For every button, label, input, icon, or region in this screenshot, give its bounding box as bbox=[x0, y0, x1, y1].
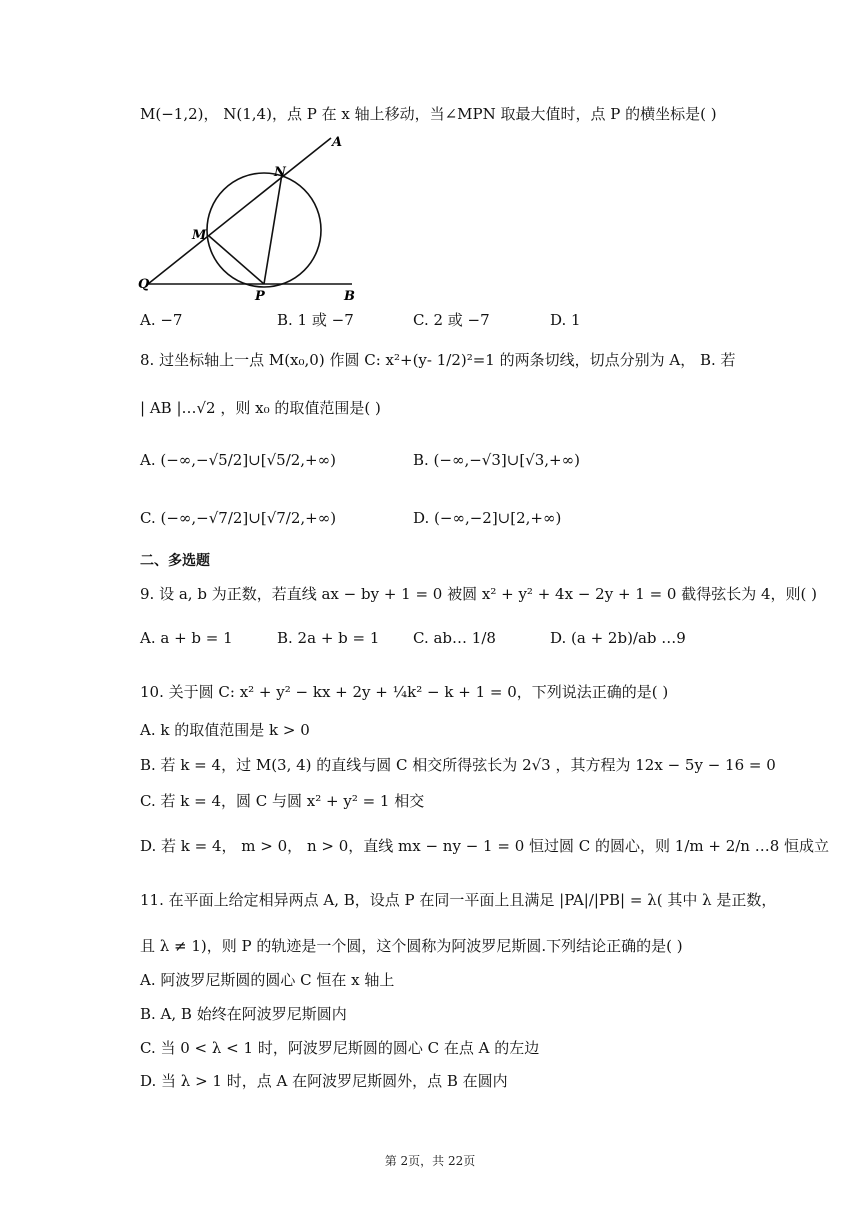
q8-option-c: C. (−∞,−√7/2]∪[√7/2,+∞) bbox=[140, 509, 337, 527]
q9-option-a: A. a + b = 1 bbox=[140, 629, 233, 647]
q7-option-d: D. 1 bbox=[550, 311, 581, 329]
q7-stem: M(−1,2)， N(1,4)，点 P 在 x 轴上移动，当∠MPN 取最大值时，点 P 的横坐标是( ) bbox=[140, 105, 717, 123]
label-Q: Q bbox=[138, 277, 150, 292]
q10-option-d: D. 若 k = 4， m > 0， n > 0，直线 mx − ny − 1 = 0 恒过圆 C 的圆心，则 1/m + 2/n …8 恒成立 bbox=[140, 837, 830, 855]
q11-option-b: B. A, B 始终在阿波罗尼斯圆内 bbox=[140, 1005, 347, 1023]
q9-option-d: D. (a + 2b)/ab …9 bbox=[550, 629, 686, 647]
q7-option-b: B. 1 或 −7 bbox=[277, 311, 354, 329]
label-B: B bbox=[344, 289, 355, 304]
section-heading-multiple-choice: 二、多选题 bbox=[140, 553, 210, 569]
q10-option-c: C. 若 k = 4，圆 C 与圆 x² + y² = 1 相交 bbox=[140, 792, 425, 810]
segment-MP bbox=[209, 236, 264, 284]
q9-stem: 9. 设 a, b 为正数，若直线 ax − by + 1 = 0 被圆 x² + y² + 4x − 2y + 1 = 0 截得弦长为 4，则( ) bbox=[140, 585, 818, 603]
q7-geometry-figure bbox=[136, 132, 366, 304]
label-N: N bbox=[274, 165, 286, 180]
q8-option-a: A. (−∞,−√5/2]∪[√5/2,+∞) bbox=[140, 451, 336, 469]
q10-option-b: B. 若 k = 4，过 M(3, 4) 的直线与圆 C 相交所得弦长为 2√3 ，其方程为 12x − 5y − 16 = 0 bbox=[140, 756, 776, 774]
q11-option-c: C. 当 0 < λ < 1 时，阿波罗尼斯圆的圆心 C 在点 A 的左边 bbox=[140, 1039, 540, 1057]
q11-stem-line2: 且 λ ≠ 1)，则 P 的轨迹是一个圆，这个圆称为阿波罗尼斯圆.下列结论正确的是( ) bbox=[140, 937, 683, 955]
q8-stem-line2: | AB |…√2 ，则 x₀ 的取值范围是( ) bbox=[140, 399, 381, 417]
q11-stem-line1: 11. 在平面上给定相异两点 A, B，设点 P 在同一平面上且满足 |PA|/|PB| = λ( 其中 λ 是正数， bbox=[140, 891, 777, 909]
label-P: P bbox=[255, 289, 265, 304]
q9-option-c: C. ab… 1/8 bbox=[413, 629, 496, 647]
q11-option-a: A. 阿波罗尼斯圆的圆心 C 恒在 x 轴上 bbox=[140, 971, 395, 989]
q7-option-a: A. −7 bbox=[140, 311, 183, 329]
page-footer: 第 2页，共 22页 bbox=[384, 1154, 476, 1168]
segment-NP bbox=[264, 174, 282, 284]
q9-option-b: B. 2a + b = 1 bbox=[277, 629, 380, 647]
q8-option-d: D. (−∞,−2]∪[2,+∞) bbox=[413, 509, 562, 527]
label-M: M bbox=[192, 228, 207, 243]
label-A: A bbox=[332, 135, 343, 150]
tangent-circle bbox=[207, 173, 321, 287]
q11-option-d: D. 当 λ > 1 时，点 A 在阿波罗尼斯圆外，点 B 在圆内 bbox=[140, 1072, 508, 1090]
q8-option-b: B. (−∞,−√3]∪[√3,+∞) bbox=[413, 451, 580, 469]
q10-option-a: A. k 的取值范围是 k > 0 bbox=[140, 721, 310, 739]
q7-option-c: C. 2 或 −7 bbox=[413, 311, 490, 329]
q8-stem-line1: 8. 过坐标轴上一点 M(x₀,0) 作圆 C: x²+(y- 1/2)²=1 的两条切线，切点分别为 A， B. 若 bbox=[140, 351, 736, 369]
q10-stem: 10. 关于圆 C: x² + y² − kx + 2y + ¼k² − k + 1 = 0，下列说法正确的是( ) bbox=[140, 683, 669, 701]
